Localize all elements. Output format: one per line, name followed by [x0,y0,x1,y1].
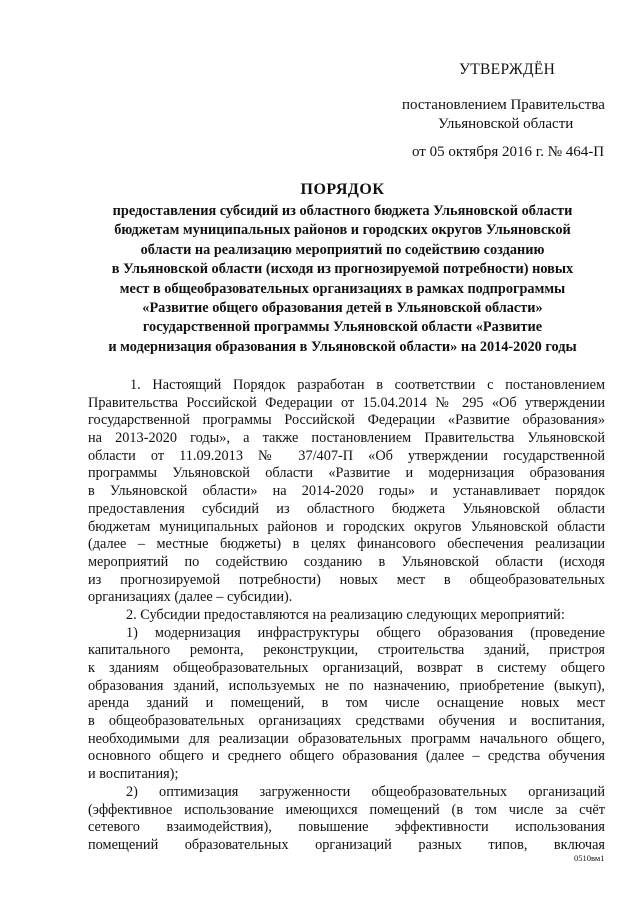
approval-by-line-1: постановлением Правительства [402,97,605,113]
document-heading [70,180,615,357]
paragraph-1-line: мероприятий по содействию созданию в Ульяновской области (исходя [88,553,605,570]
paragraph-1-line: на 2013-2020 годы», а также постановлением Правительства Ульяновской [88,430,605,447]
paragraph-1-line: области от 11.09.2013 № 37/407-П «Об утверждении государственной [88,447,605,464]
item-2-line: (эффективное использование имеющихся помещений (в том числе за счёт [88,801,605,818]
item-1-line: в общеобразовательных организациях средствами обучения и воспитания, [88,713,605,730]
item-1-line: необходимыми для реализации образовательных программ начального общего, [88,730,605,747]
item-1-line: основного общего и среднего общего образования (далее – средства обучения [88,748,605,765]
paragraph-1-line: 1. Настоящий Порядок разработан в соответствии с постановлением [130,377,605,393]
document-title: ПОРЯДОК [300,181,385,198]
subtitle-line: государственной программы Ульяновской области «Развитие [142,319,543,336]
item-1-line: аренда зданий и помещений, в том числе оснащение новых мест [88,695,605,712]
item-2-line: помещений образовательных организаций разных типов, включая [88,836,605,853]
paragraph-1-line: предоставления субсидий из областного бюджета Ульяновской области [88,500,605,517]
subtitle-line: мест в общеобразовательных организациях в рамках подпрограммы [119,280,566,297]
approval-title: УТВЕРЖДЁН [459,61,556,78]
paragraph-1-line: государственной программы Российской Федерации «Развитие образования» [88,412,605,429]
subtitle-line: и модернизация образования в Ульяновской области» на 2014-2020 годы [108,338,577,355]
document-body [88,377,605,855]
subtitle-line: области на реализацию мероприятий по содействию созданию [140,241,545,258]
paragraph-1-line: бюджетам муниципальных районов и городских округов Ульяновской области [88,518,605,535]
approval-date: от 05 октября 2016 г. № 464-П [412,144,605,160]
paragraph-1-line: из прогнозируемой потребности) новых мест в общеобразовательных [88,571,605,588]
item-2-line: сетевого взаимодействия), повышение эффективности использования [88,819,605,836]
paragraph-1-line: (далее – местные бюджеты) в целях финансового обеспечения реализации [88,536,605,553]
paragraph-1-line: программы Ульяновской области «Развитие и модернизация образования [88,465,605,482]
subtitle-line: предоставления субсидий из областного бюджета Ульяновской области [112,203,573,219]
item-1-line: и воспитания); [88,766,179,783]
paragraph-1-line: организациях (далее – субсидии). [88,589,293,606]
item-1-line: капитального ремонта, реконструкции, строительства зданий, пристроя [88,642,605,659]
paragraph-1-line: в Ульяновской области» на 2014-2020 годы» и устанавливает порядок [88,483,605,500]
document-code: 0510вм1 [574,853,605,863]
subtitle-line: бюджетам муниципальных районов и городских округов Ульяновской [114,222,571,239]
subtitle-line: в Ульяновской области (исходя из прогнозируемой потребности) новых [111,261,574,278]
paragraph-2-line: 2. Субсидии предоставляются на реализацию следующих мероприятий: [126,606,565,623]
item-1-line: образования зданий, используемых не по назначению, приобретение (выкуп), [88,677,605,694]
subtitle-line: «Развитие общего образования детей в Ульяновской области» [142,300,543,317]
item-2-line: 2) оптимизация загруженности общеобразовательных организаций [126,783,605,800]
paragraph-1-line: Правительства Российской Федерации от 15.04.2014 № 295 «Об утверждении [88,394,605,411]
item-1-line: к зданиям общеобразовательных организаций, возврат в систему общего [88,660,605,676]
item-1-line: 1) модернизация инфраструктуры общего образования (проведение [126,624,605,641]
approval-by-line-2: Ульяновской области [438,116,574,132]
